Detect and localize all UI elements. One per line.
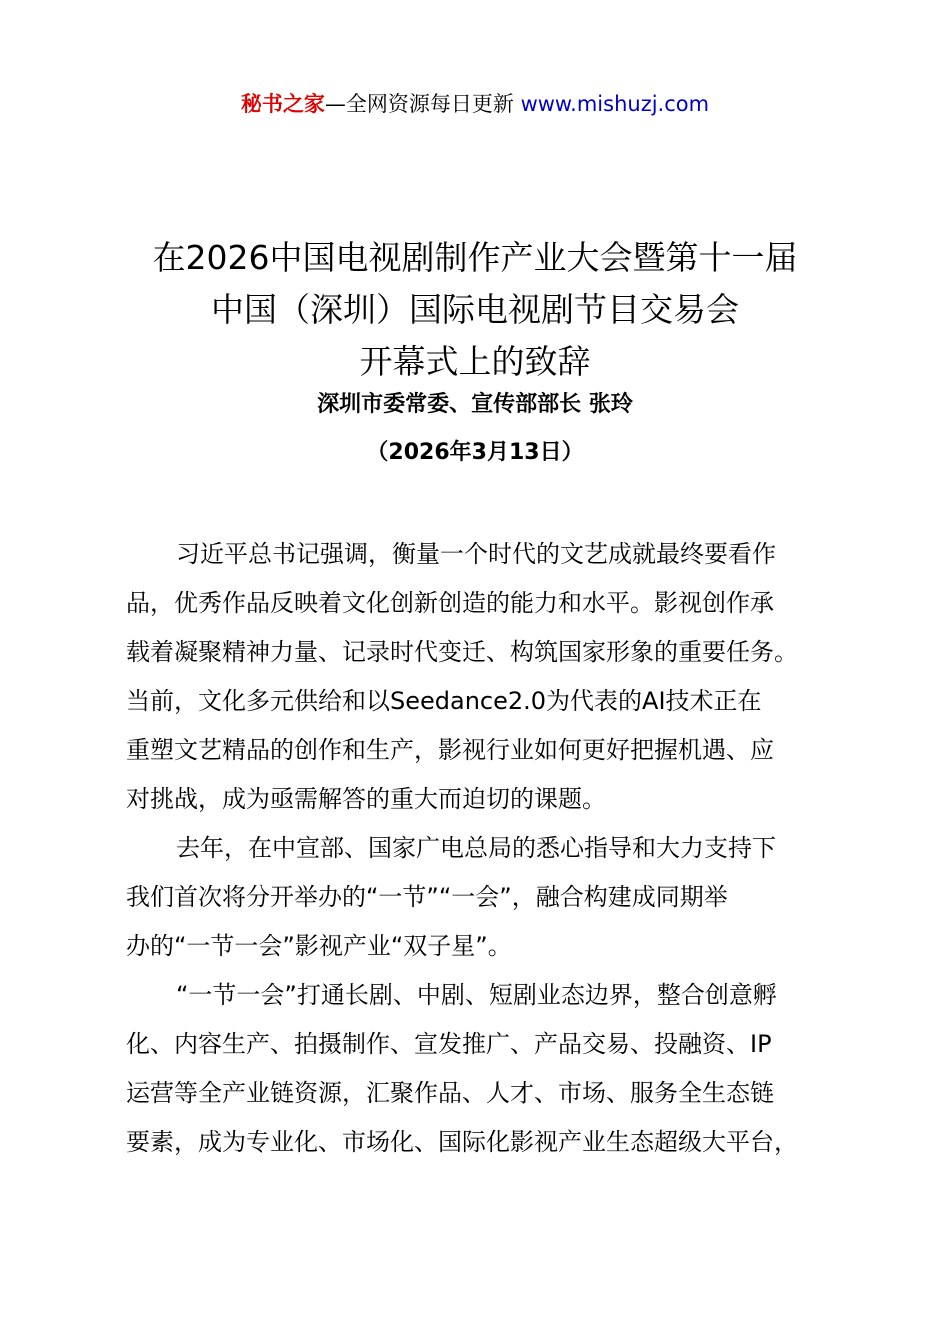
title-line: 开幕式上的致辞 <box>359 342 591 381</box>
paragraph-line: 去年，在中宣部、国家广电总局的悉心指导和大力支持下 <box>176 834 776 862</box>
site-slogan: —全网资源每日更新 <box>324 92 521 116</box>
paragraph <box>126 530 850 824</box>
paragraph <box>126 971 850 1167</box>
paragraph-line: 要素，成为专业化、市场化、国际化影视产业生态超级大平台， <box>126 1128 798 1156</box>
paragraph <box>126 824 850 971</box>
paragraph-line: “一节一会”打通长剧、中剧、短剧业态边界，整合创意孵 <box>176 981 777 1009</box>
date-line: （2026年3月13日） <box>366 440 584 465</box>
paragraph-line: 习近平总书记强调，衡量一个时代的文艺成就最终要看作 <box>176 540 776 568</box>
site-url-link[interactable]: www.mishuzj.com <box>520 92 710 116</box>
document-body <box>126 530 850 1167</box>
site-name: 秘书之家 <box>240 92 325 116</box>
paragraph-line: 重塑文艺精品的创作和生产，影视行业如何更好把握机遇、应 <box>126 736 774 764</box>
paragraph-line: 当前，文化多元供给和以Seedance2.0为代表的AI技术正在 <box>126 687 762 715</box>
paragraph-line: 载着凝聚精神力量、记录时代变迁、构筑国家形象的重要任务。 <box>126 638 798 666</box>
title-line: 在2026中国电视剧制作产业大会暨第十一届 <box>152 238 798 277</box>
paragraph-line: 我们首次将分开举办的“一节”“一会”，融合构建成同期举 <box>126 883 728 911</box>
document-title <box>0 232 950 388</box>
paragraph-line: 办的“一节一会”影视产业“双子星”。 <box>126 932 512 960</box>
paragraph-line: 运营等全产业链资源，汇聚作品、人才、市场、服务全生态链 <box>126 1079 774 1107</box>
title-line: 中国（深圳）国际电视剧节目交易会 <box>211 290 739 329</box>
paragraph-line: 品，优秀作品反映着文化创新创造的能力和水平。影视创作承 <box>126 589 774 617</box>
paragraph-line: 对挑战，成为亟需解答的重大而迫切的课题。 <box>126 785 606 813</box>
author-line: 深圳市委常委、宣传部部长 张玲 <box>317 392 633 417</box>
paragraph-line: 化、内容生产、拍摄制作、宣发推广、产品交易、投融资、IP <box>126 1030 772 1058</box>
page-header <box>0 88 950 120</box>
